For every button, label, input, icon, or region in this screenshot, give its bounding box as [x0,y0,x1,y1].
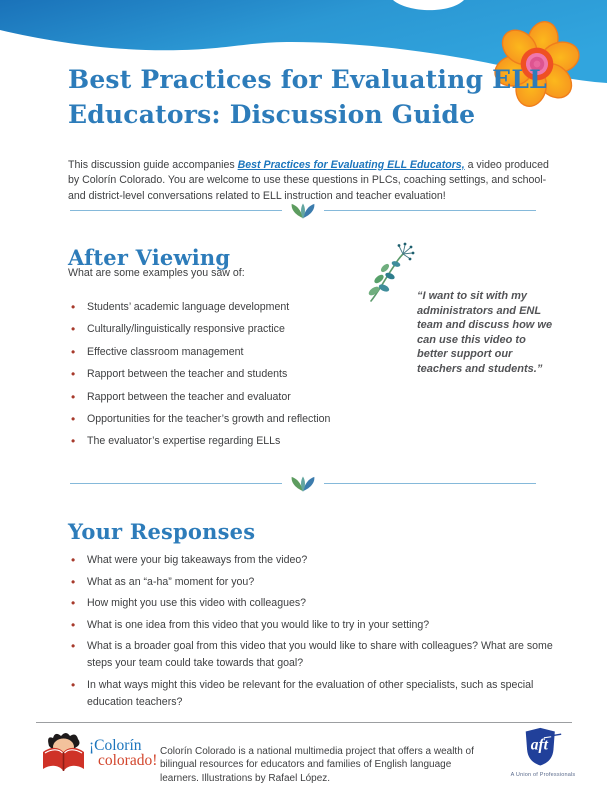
after-viewing-prompt: What are some examples you saw of: [68,267,245,279]
logo-text-line1: ¡Colorín [89,737,142,754]
video-link[interactable]: Best Practices for Evaluating ELL Educators, [237,158,465,171]
list-item: • Opportunities for the teacher’s growth and reflection [70,408,400,430]
aft-shield-icon [522,726,564,766]
divider-line-left [70,210,282,211]
divider-line-right [324,210,536,211]
after-viewing-list [70,296,400,453]
list-item: • The evaluator’s expertise regarding ELLs [70,430,400,452]
list-item: • Effective classroom management [70,341,400,363]
leaf-arrow-icon [287,201,319,220]
aft-logo [506,726,580,778]
page-title-line1: Best Practices for Evaluating ELL [68,65,547,94]
logo-text-line2: colorado! [98,752,158,769]
list-item: • Rapport between the teacher and evaluator [70,386,400,408]
list-item: • What is a broader goal from this video that you would like to share with colleagues? What are some steps your team could take towards that goal? [70,638,576,672]
your-responses-list [70,552,576,716]
aft-tagline: A Union of Professionals [510,772,576,778]
section-divider [70,473,536,493]
list-item: • What were your big takeaways from the video? [70,552,576,569]
list-item: • Students’ academic language development [70,296,400,318]
list-item: • Rapport between the teacher and students [70,363,400,385]
list-item: • How might you use this video with colleagues? [70,595,576,612]
list-item: • Culturally/linguistically responsive practice [70,318,400,340]
your-responses-heading: Your Responses [68,519,256,545]
colorin-colorado-wordmark [89,738,157,768]
pull-quote: “I want to sit with my administrators and ENL team and discuss how we can use this video to better support our teachers and students.” [417,290,553,375]
after-viewing-heading: After Viewing [68,245,231,271]
intro-paragraph [68,158,549,205]
list-item: • What as an “a-ha” moment for you? [70,574,576,591]
kid-reading-book-icon [40,730,87,776]
list-item: • In what ways might this video be relevant for the evaluation of other specialists, such as special education teachers? [70,677,576,711]
intro-text-pre: This discussion guide accompanies [68,158,238,171]
list-item: • What is one idea from this video that you would like to try in your setting? [70,617,576,634]
intro-text-post: a video produced by Colorín Colorado. You are welcome to use these questions in PLCs, coaching settings, and school- and district-level conversations related to ELL instruction and teacher evaluation! [68,158,549,202]
divider-line-left [70,483,282,484]
page-title [68,62,548,132]
footer-divider [36,722,572,723]
page-title-line2: Educators: Discussion Guide [68,100,476,129]
sprig-icon [365,241,417,305]
section-divider [70,200,536,220]
leaf-arrow-icon [287,474,319,493]
divider-line-right [324,483,536,484]
colorin-colorado-logo [40,730,157,776]
footer-description: Colorín Colorado is a national multimedia project that offers a wealth of bilingual resources for educators and families of English language learners. Illustrations by Rafael López. [160,746,474,784]
aft-letters: aft [530,736,548,754]
